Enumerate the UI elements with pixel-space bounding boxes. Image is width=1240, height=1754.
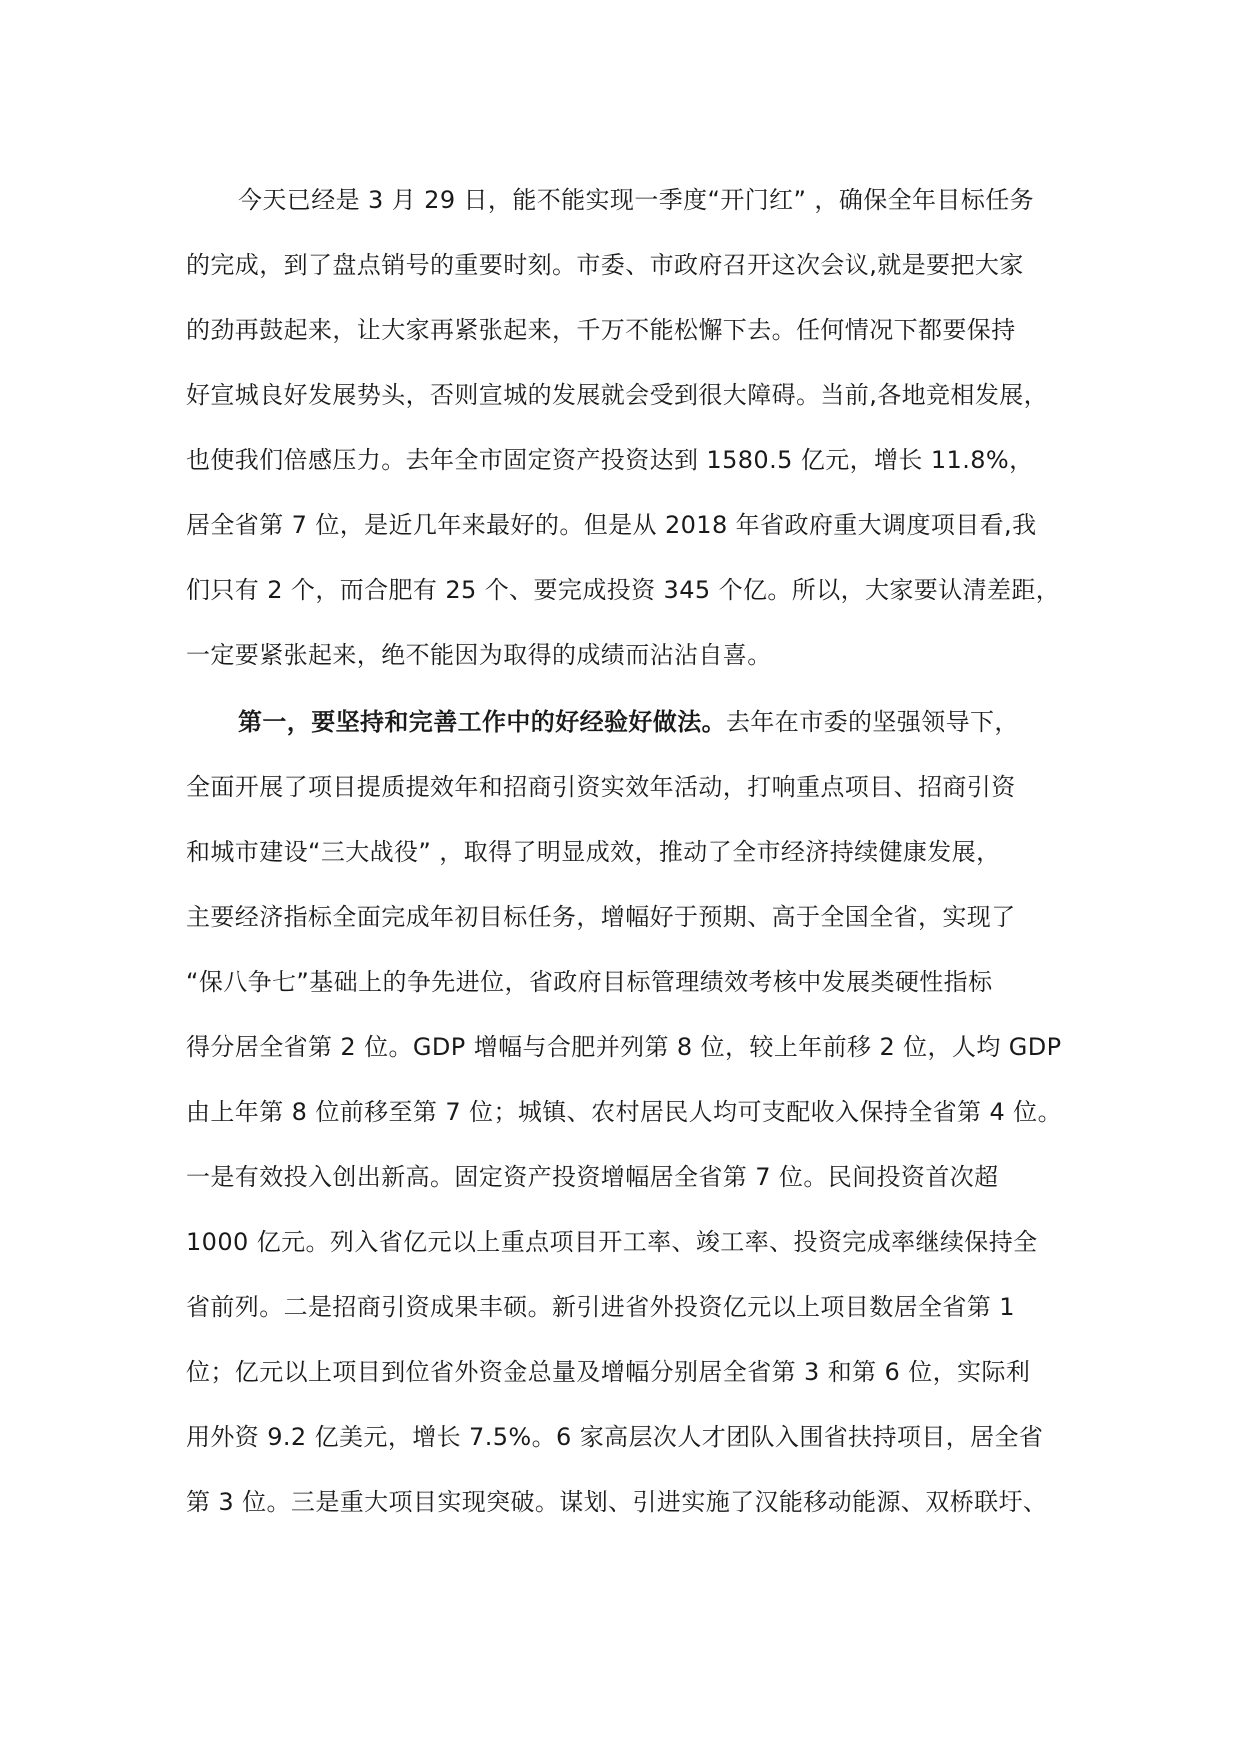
text-line: 用外资 9.2 亿美元，增长 7.5%。6 家高层次人才团队入围省扶持项目，居全省 — [186, 1423, 1044, 1451]
text-line: 好宣城良好发展势头，否则宣城的发展就会受到很大障碍。当前,各地竞相发展， — [186, 381, 1049, 409]
text-line: 主要经济指标全面完成年初目标任务，增幅好于预期、高于全国全省，实现了 — [186, 903, 1016, 931]
text-line: 和城市建设“三大战役” ，取得了明显成效，推动了全市经济持续健康发展， — [186, 838, 1001, 866]
text-line: 全面开展了项目提质提效年和招商引资实效年活动，打响重点项目、招商引资 — [186, 773, 1016, 801]
text-line: 居全省第 7 位，是近几年来最好的。但是从 2018 年省政府重大调度项目看,我 — [186, 511, 1037, 539]
text-line: 今天已经是 3 月 29 日，能不能实现一季度“开门红” ，确保全年目标任务 — [238, 186, 1035, 214]
text-run: 去年在市委的坚强领导下， — [726, 708, 1019, 736]
text-line: 由上年第 8 位前移至第 7 位；城镇、农村居民人均可支配收入保持全省第 4 位。 — [186, 1098, 1062, 1126]
text-line: 省前列。二是招商引资成果丰硕。新引进省外投资亿元以上项目数居全省第 1 — [186, 1293, 1015, 1321]
text-line: 一是有效投入创出新高。固定资产投资增幅居全省第 7 位。民间投资首次超 — [186, 1163, 999, 1191]
document-body — [186, 168, 1076, 1535]
text-line: 1000 亿元。列入省亿元以上重点项目开工率、竣工率、投资完成率继续保持全 — [186, 1228, 1038, 1256]
text-line: 位；亿元以上项目到位省外资金总量及增幅分别居全省第 3 和第 6 位，实际利 — [186, 1358, 1031, 1386]
paragraph-1 — [186, 168, 1076, 688]
text-line — [186, 690, 1076, 755]
text-line: 们只有 2 个，而合肥有 25 个、要完成投资 345 个亿。所以，大家要认清差距， — [186, 576, 1061, 604]
text-line: “保八争七”基础上的争先进位，省政府目标管理绩效考核中发展类硬性指标 — [186, 968, 993, 996]
text-line: 的完成，到了盘点销号的重要时刻。市委、市政府召开这次会议,就是要把大家 — [186, 251, 1024, 279]
text-line: 第 3 位。三是重大项目实现突破。谋划、引进实施了汉能移动能源、双桥联圩、 — [186, 1488, 1048, 1516]
text-line: 的劲再鼓起来，让大家再紧张起来，千万不能松懈下去。任何情况下都要保持 — [186, 316, 1016, 344]
paragraph-2 — [186, 690, 1076, 1535]
section-heading: 第一，要坚持和完善工作中的好经验好做法。 — [238, 708, 726, 736]
text-line: 一定要紧张起来，绝不能因为取得的成绩而沾沾自喜。 — [186, 641, 772, 669]
text-line: 也使我们倍感压力。去年全市固定资产投资达到 1580.5 亿元，增长 11.8%， — [186, 446, 1034, 474]
text-line: 得分居全省第 2 位。GDP 增幅与合肥并列第 8 位，较上年前移 2 位，人均 GDP — [186, 1033, 1062, 1061]
